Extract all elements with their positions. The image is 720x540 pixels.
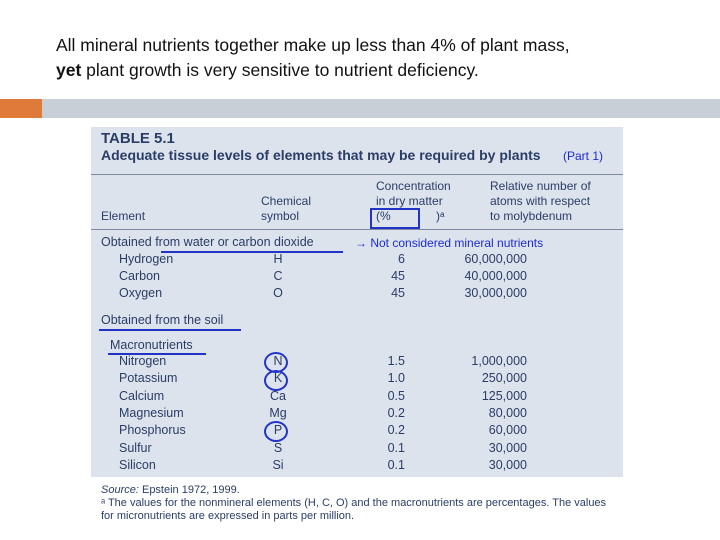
cell-element: Carbon — [119, 269, 160, 283]
cell-element: Calcium — [119, 388, 165, 403]
cell-concentration: 6 — [398, 252, 405, 266]
cell-concentration: 0.2 — [387, 423, 405, 438]
heading-line-1: All mineral nutrients together make up less than 4% of plant mass, — [56, 35, 570, 55]
cell-concentration: 0.2 — [387, 405, 405, 420]
slide-heading — [56, 33, 696, 83]
heading-line-2-rest: plant growth is very sensitive to nutrient deficiency. — [81, 60, 479, 80]
section-soil-underline — [99, 329, 241, 331]
cell-element: Hydrogen — [119, 252, 174, 266]
col-header-conc-3: (% — [376, 209, 391, 223]
cell-concentration: 1.5 — [387, 354, 405, 368]
col-header-symbol-1: Chemical — [261, 194, 312, 208]
header-top-rule — [91, 174, 623, 175]
cell-symbol: K — [273, 371, 283, 386]
footer-source — [101, 484, 621, 497]
col-header-conc-2: in dry matter — [376, 194, 443, 208]
circle-potassium — [264, 370, 288, 391]
accent-bar — [0, 99, 42, 118]
cell-symbol: N — [273, 354, 283, 368]
section-water-underline — [161, 251, 343, 253]
table-footer — [101, 484, 621, 523]
cell-concentration: 45 — [391, 269, 405, 283]
section-water: Obtained from water or carbon dioxide — [101, 235, 314, 249]
cell-concentration: 0.5 — [387, 388, 405, 403]
cell-symbol: O — [273, 286, 283, 300]
cell-symbol: Si — [272, 457, 284, 472]
cell-relative-atoms: 60,000,000 — [464, 252, 527, 266]
cell-element: Potassium — [119, 371, 178, 386]
col-header-symbol-2: symbol — [261, 209, 300, 223]
cell-element: Phosphorus — [119, 423, 186, 438]
footer-note: ᵃ The values for the nonmineral elements (H, C, O) and the macronutrients are percentages. The values for micronutrients are expressed in parts per million. — [101, 497, 607, 522]
nutrient-table — [91, 127, 623, 477]
cell-relative-atoms: 30,000 — [488, 440, 527, 455]
cell-element: Oxygen — [119, 286, 163, 300]
cell-element: Nitrogen — [119, 354, 167, 368]
cell-symbol: H — [273, 252, 283, 266]
cell-symbol: C — [273, 269, 283, 283]
table-number: TABLE 5.1 — [101, 130, 175, 147]
col-header-rel-1: Relative number of — [490, 179, 591, 193]
col-header-rel-2: atoms with respect — [490, 194, 591, 208]
circle-phosphorus — [264, 421, 288, 442]
cell-relative-atoms: 1,000,000 — [471, 354, 527, 368]
cell-relative-atoms: 250,000 — [481, 371, 527, 386]
cell-symbol: S — [273, 440, 283, 455]
heading-line-2 — [56, 58, 696, 83]
col-header-conc-4: )ᵃ — [436, 209, 445, 223]
cell-concentration: 0.1 — [387, 440, 405, 455]
cell-concentration: 0.1 — [387, 457, 405, 472]
cell-symbol: Mg — [269, 405, 287, 420]
not-mineral-note: → Not considered mineral nutrients — [355, 236, 544, 250]
table-caption: Adequate tissue levels of elements that may be required by plants — [101, 147, 541, 163]
heading-bold-word: yet — [56, 60, 82, 80]
cell-element: Magnesium — [119, 405, 184, 420]
col-header-element: Element — [101, 209, 146, 223]
cell-relative-atoms: 125,000 — [481, 388, 527, 403]
section-soil: Obtained from the soil — [101, 313, 224, 327]
cell-relative-atoms: 30,000 — [488, 457, 527, 472]
cell-relative-atoms: 80,000 — [488, 405, 527, 420]
cell-element: Silicon — [119, 457, 156, 472]
part-label: (Part 1) — [563, 149, 604, 163]
cell-relative-atoms: 40,000,000 — [464, 269, 527, 283]
divider-rule — [42, 99, 720, 118]
cell-element: Sulfur — [119, 440, 152, 455]
cell-concentration: 45 — [391, 286, 405, 300]
unit-highlight-box — [370, 208, 420, 229]
footer-source-text: Epstein 1972, 1999. — [138, 484, 240, 496]
cell-symbol: Ca — [270, 388, 286, 403]
cell-relative-atoms: 60,000 — [488, 423, 527, 438]
col-header-conc-1: Concentration — [376, 179, 451, 193]
header-bottom-rule — [91, 229, 623, 230]
cell-relative-atoms: 30,000,000 — [464, 286, 527, 300]
footer-source-label: Source: — [101, 484, 139, 496]
cell-concentration: 1.0 — [387, 371, 405, 386]
col-header-rel-3: to molybdenum — [490, 209, 573, 223]
cell-symbol: P — [273, 423, 283, 438]
subsection-macronutrients: Macronutrients — [110, 338, 193, 352]
